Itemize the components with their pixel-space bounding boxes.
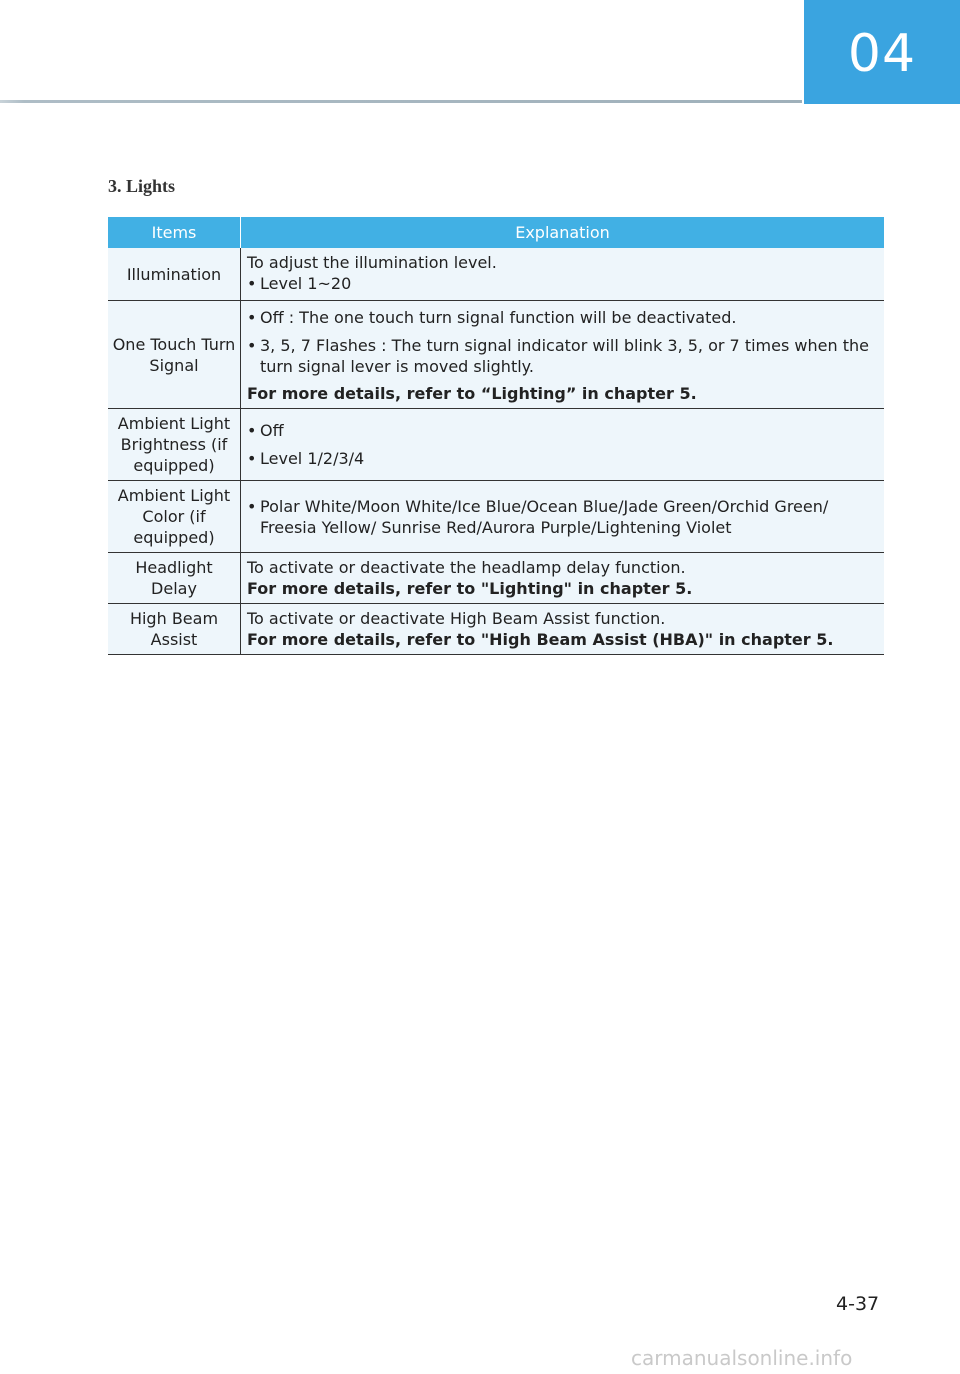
explanation-cell	[241, 409, 885, 481]
explanation-bullet: • Level 1/2/3/4	[247, 448, 878, 469]
table-row	[108, 604, 884, 655]
explanation-cell	[241, 248, 885, 301]
item-headlight-delay: Headlight Delay	[108, 553, 241, 604]
item-ambient-light-brightness: Ambient Light Brightness (if equipped)	[108, 409, 241, 481]
explanation-line: To activate or deactivate High Beam Assist function.	[247, 609, 666, 628]
chapter-number: 04	[847, 24, 917, 84]
explanation-bullet: • Off	[247, 420, 878, 441]
table-row	[108, 409, 884, 481]
column-header-items: Items	[108, 217, 241, 248]
chapter-tab	[804, 0, 960, 104]
column-header-explanation: Explanation	[241, 217, 885, 248]
item-illumination: Illumination	[108, 248, 241, 301]
section-title: 3. Lights	[108, 176, 176, 196]
page-number: 4-37	[836, 1293, 880, 1315]
reference-note: For more details, refer to "High Beam Assist (HBA)" in chapter 5.	[247, 630, 834, 649]
table-row	[108, 481, 884, 553]
explanation-cell	[241, 301, 885, 409]
explanation-cell	[241, 553, 885, 604]
reference-note: For more details, refer to “Lighting” in chapter 5.	[247, 384, 697, 403]
header-rule	[0, 100, 802, 103]
item-one-touch-turn-signal: One Touch Turn Signal	[108, 301, 241, 409]
table-row	[108, 301, 884, 409]
table-header-row	[108, 217, 884, 248]
explanation-cell	[241, 604, 885, 655]
explanation-bullet: • Off : The one touch turn signal function will be deactivated.	[247, 307, 878, 328]
reference-note: For more details, refer to "Lighting" in chapter 5.	[247, 579, 693, 598]
explanation-bullet: • Polar White/Moon White/Ice Blue/Ocean Blue/Jade Green/Orchid Green/ Freesia Yellow/ Sunrise Red/Aurora Purple/Lightening Violet	[247, 496, 878, 538]
watermark: carmanualsonline.info	[631, 1346, 853, 1370]
lights-settings-table	[108, 217, 884, 655]
item-high-beam-assist: High Beam Assist	[108, 604, 241, 655]
item-ambient-light-color: Ambient Light Color (if equipped)	[108, 481, 241, 553]
explanation-line: To adjust the illumination level.	[247, 253, 497, 272]
explanation-bullet: • 3, 5, 7 Flashes : The turn signal indicator will blink 3, 5, or 7 times when the turn signal lever is moved slightly.	[247, 335, 878, 377]
explanation-bullet: • Level 1~20	[247, 273, 878, 294]
explanation-cell	[241, 481, 885, 553]
table-row	[108, 553, 884, 604]
table-row	[108, 248, 884, 301]
explanation-line: To activate or deactivate the headlamp delay function.	[247, 558, 686, 577]
